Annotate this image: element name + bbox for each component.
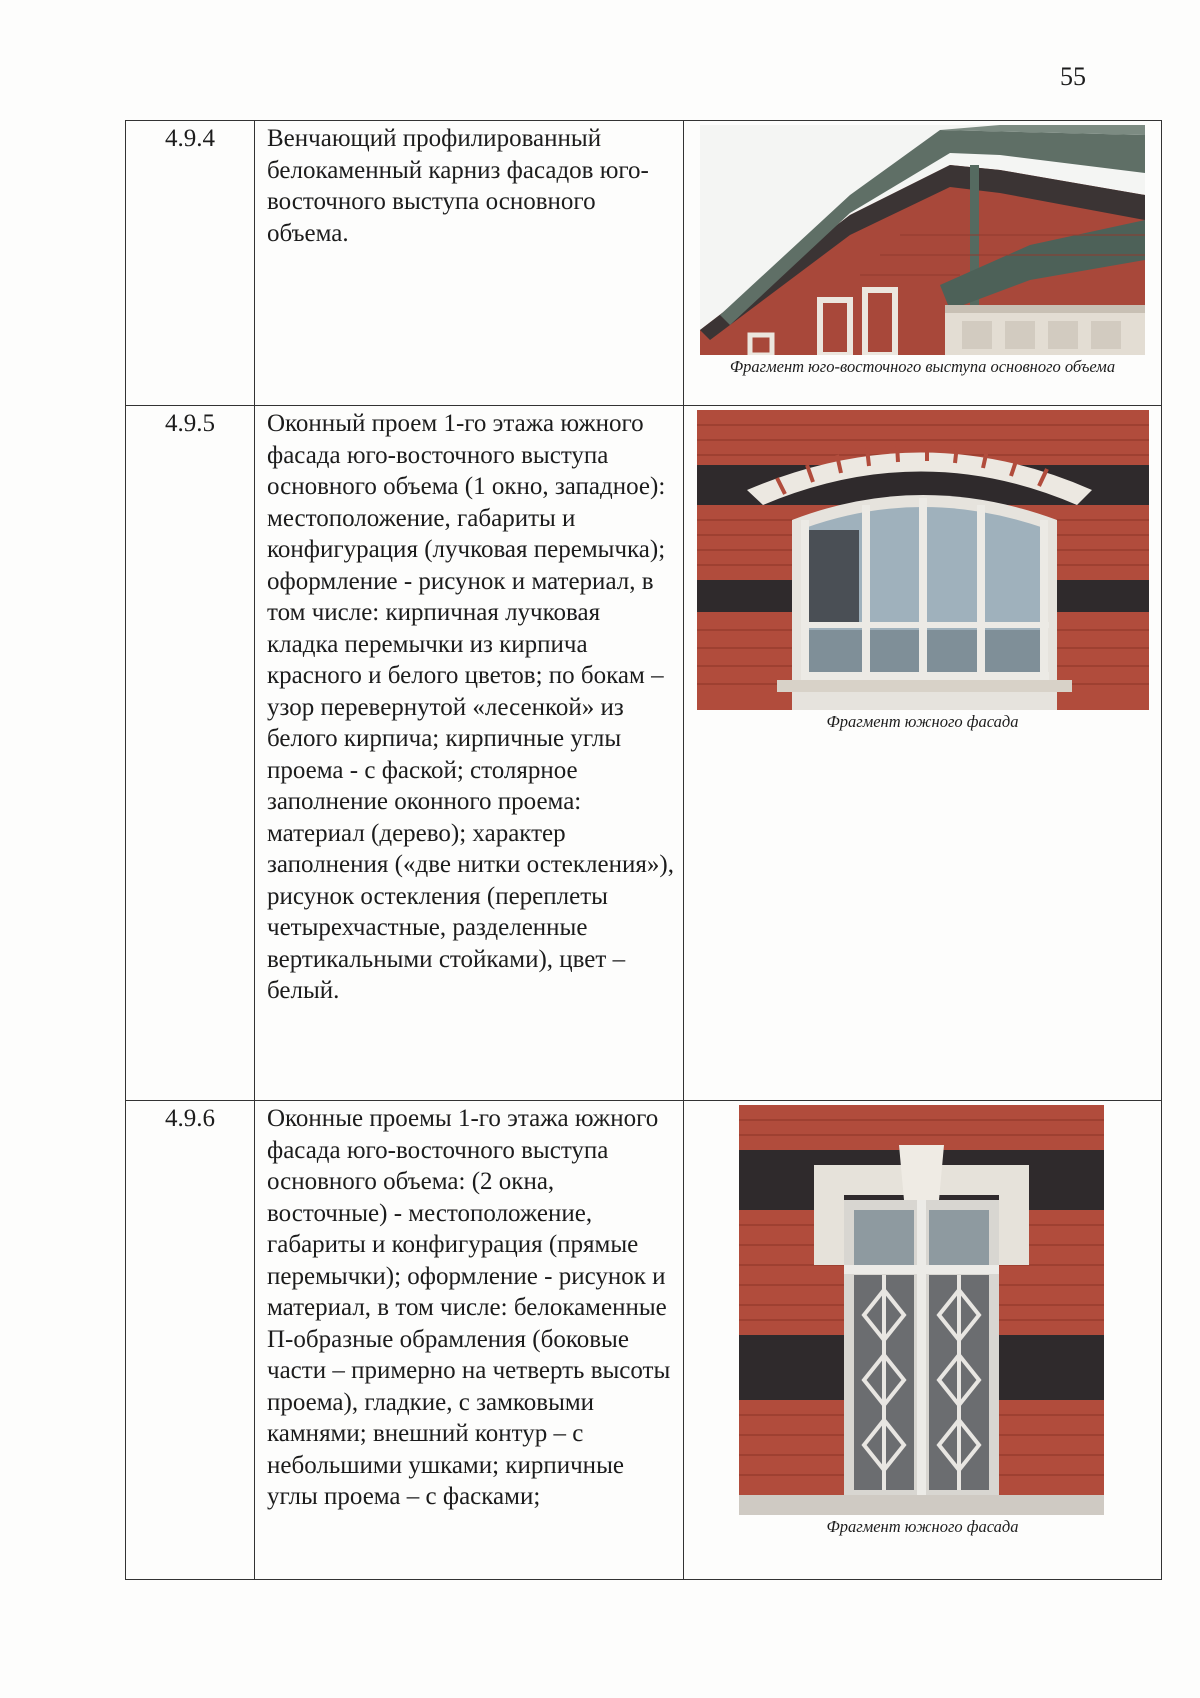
photo-cornice xyxy=(700,125,1145,355)
photo-window-rectangular xyxy=(739,1105,1104,1515)
item-description: Венчающий профилированный белокаменный карниз фасадов юго-восточного выступа основного объема. xyxy=(255,121,684,406)
page-number: 55 xyxy=(1060,62,1086,91)
photo-caption: Фрагмент южного фасада xyxy=(826,712,1019,731)
photo-caption: Фрагмент южного фасада xyxy=(826,1517,1019,1536)
photo-caption: Фрагмент юго-восточного выступа основного объема xyxy=(729,357,1116,376)
item-number: 4.9.6 xyxy=(126,1101,255,1580)
item-number: 4.9.4 xyxy=(126,121,255,406)
photo-window-arched xyxy=(697,410,1149,710)
item-description: Оконный проем 1-го этажа южного фасада юго-восточного выступа основного объема (1 окно, западное): местоположение, габариты и конфигурация (лучковая перемычка); оформление - рисунок и материал, в том числе: кирпичная лучковая кладка перемычки из кирпича красного и белого цветов; по бокам – узор перевернутой «лесенкой» из белого кирпича; кирпичные углы проема - с фаской; столярное заполнение оконного проема: материал (дерево); характер заполнения («две нитки остекления»), рисунок остекления (переплеты четырехчастные, разделенные вертикальными стойками), цвет – белый. xyxy=(255,406,684,1101)
photo-cell xyxy=(684,1101,1162,1580)
photo-cell xyxy=(684,121,1162,406)
item-description: Оконные проемы 1-го этажа южного фасада юго-восточного выступа основного объема: (2 окна, восточные) - местоположение, габариты и конфигурация (прямые перемычки); оформление - рисунок и материал, в том числе: белокаменные П-образные обрамления (боковые части – примерно на четверть высоты проема), гладкие, с замковыми камнями; внешний контур – с небольшими ушками; кирпичные углы проема – с фасками; xyxy=(255,1101,684,1580)
table-row xyxy=(126,121,1162,406)
table-row xyxy=(126,1101,1162,1580)
table-row xyxy=(126,406,1162,1101)
item-number: 4.9.5 xyxy=(126,406,255,1101)
photo-cell xyxy=(684,406,1162,1101)
registry-table xyxy=(125,120,1162,1580)
